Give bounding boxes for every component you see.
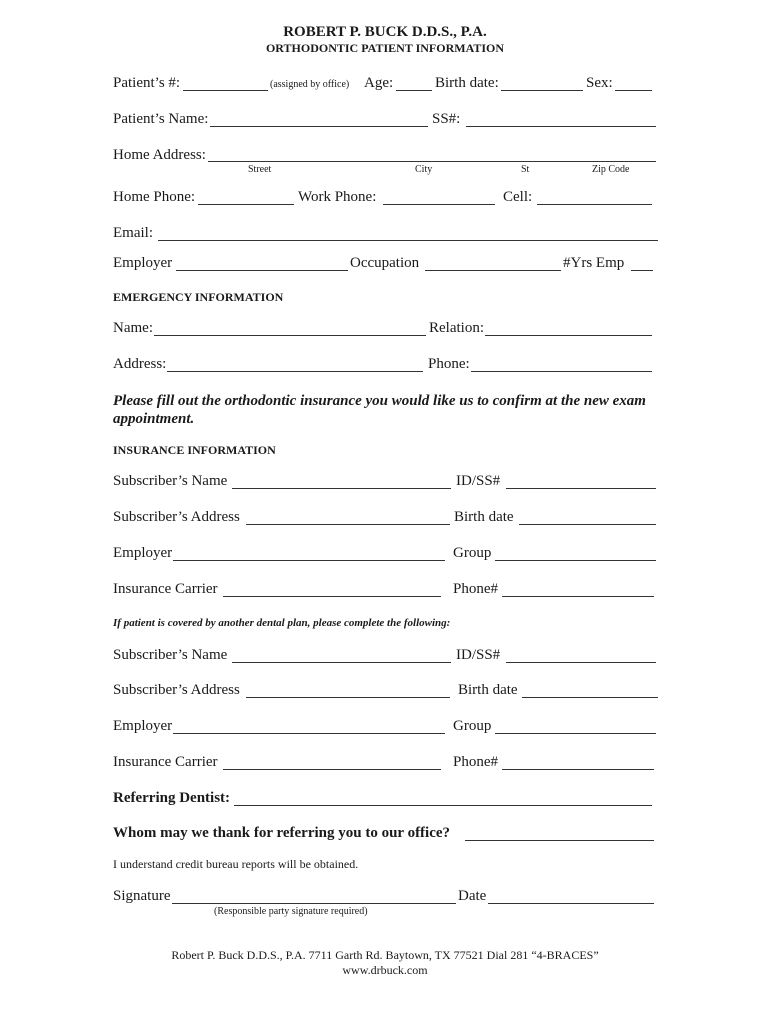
credit-statement: I understand credit bureau reports will be obtained. xyxy=(113,857,359,871)
signature-date-field[interactable] xyxy=(488,903,654,904)
emergency-heading: EMERGENCY INFORMATION xyxy=(113,290,284,304)
age-label: Age: xyxy=(364,75,394,91)
home-phone-field[interactable] xyxy=(198,204,294,205)
ssn-label: SS#: xyxy=(432,111,461,127)
secondary-birth-date-field[interactable] xyxy=(522,697,658,698)
home-address-label: Home Address: xyxy=(113,147,206,163)
insurance-note-line-1: Please fill out the orthodontic insurance you would like us to confirm at the new exam xyxy=(113,393,646,409)
insurance-heading: INSURANCE INFORMATION xyxy=(113,443,276,457)
secondary-subscriber-name-label: Subscriber’s Name xyxy=(113,647,228,663)
employer-label: Employer xyxy=(113,255,173,271)
secondary-subscriber-address-label: Subscriber’s Address xyxy=(113,682,240,698)
yrs-emp-field[interactable] xyxy=(631,270,653,271)
sex-label: Sex: xyxy=(586,75,613,91)
secondary-birth-date-label: Birth date xyxy=(458,682,518,698)
secondary-employer-field[interactable] xyxy=(173,733,445,734)
birth-date-field[interactable] xyxy=(501,90,583,91)
referral-thanks-label: Whom may we thank for referring you to our office? xyxy=(113,825,451,841)
secondary-subscriber-address-field[interactable] xyxy=(246,697,450,698)
home-phone-label: Home Phone: xyxy=(113,189,196,205)
emergency-phone-label: Phone: xyxy=(428,356,470,372)
footer-address: Robert P. Buck D.D.S., P.A. 7711 Garth Rd. Baytown, TX 77521 Dial 281 “4-BRACES” xyxy=(171,948,599,962)
insurance-carrier-field[interactable] xyxy=(223,596,441,597)
age-field[interactable] xyxy=(396,90,432,91)
insurance-employer-field[interactable] xyxy=(173,560,445,561)
patient-number-field[interactable] xyxy=(183,90,268,91)
secondary-carrier-field[interactable] xyxy=(223,769,441,770)
cell-label: Cell: xyxy=(503,189,533,205)
emergency-address-field[interactable] xyxy=(167,371,423,372)
birth-date-label: Birth date: xyxy=(435,75,499,91)
emergency-name-label: Name: xyxy=(113,320,153,336)
zip-code-caption: Zip Code xyxy=(592,164,630,175)
secondary-phone-field[interactable] xyxy=(502,769,654,770)
id-ssn-field[interactable] xyxy=(506,488,656,489)
signature-label: Signature xyxy=(113,888,171,904)
insurance-carrier-label: Insurance Carrier xyxy=(113,581,218,597)
ssn-field[interactable] xyxy=(466,126,656,127)
form-title: ORTHODONTIC PATIENT INFORMATION xyxy=(265,41,505,55)
patient-name-field[interactable] xyxy=(210,126,428,127)
emergency-address-label: Address: xyxy=(113,356,167,372)
secondary-carrier-label: Insurance Carrier xyxy=(113,754,218,770)
insurance-note-line-2: appointment. xyxy=(113,411,195,427)
occupation-label: Occupation xyxy=(350,255,420,271)
secondary-subscriber-name-field[interactable] xyxy=(232,662,451,663)
referring-dentist-field[interactable] xyxy=(234,805,652,806)
insurance-employer-label: Employer xyxy=(113,545,173,561)
subscriber-birth-date-label: Birth date xyxy=(454,509,514,525)
insurance-phone-label: Phone# xyxy=(453,581,498,597)
cell-field[interactable] xyxy=(537,204,652,205)
secondary-phone-label: Phone# xyxy=(453,754,498,770)
id-ssn-label: ID/SS# xyxy=(456,473,501,489)
signature-date-label: Date xyxy=(458,888,487,904)
secondary-plan-note: If patient is covered by another dental plan, please complete the following: xyxy=(113,617,451,629)
signature-field[interactable] xyxy=(172,903,456,904)
secondary-group-label: Group xyxy=(453,718,492,734)
subscriber-address-label: Subscriber’s Address xyxy=(113,509,240,525)
occupation-field[interactable] xyxy=(425,270,561,271)
relation-field[interactable] xyxy=(485,335,652,336)
footer-website[interactable]: www.drbuck.com xyxy=(342,963,428,977)
group-label: Group xyxy=(453,545,492,561)
emergency-name-field[interactable] xyxy=(154,335,426,336)
state-caption: St xyxy=(521,164,530,175)
secondary-id-ssn-label: ID/SS# xyxy=(456,647,501,663)
work-phone-field[interactable] xyxy=(383,204,495,205)
signature-note: (Responsible party signature required) xyxy=(214,906,368,917)
insurance-phone-field[interactable] xyxy=(502,596,654,597)
subscriber-birth-date-field[interactable] xyxy=(519,524,656,525)
patient-number-label: Patient’s #: xyxy=(113,75,181,91)
work-phone-label: Work Phone: xyxy=(298,189,377,205)
subscriber-name-field[interactable] xyxy=(232,488,451,489)
practice-name: ROBERT P. BUCK D.D.S., P.A. xyxy=(283,24,487,40)
email-field[interactable] xyxy=(158,240,658,241)
assigned-by-office-note: (assigned by office) xyxy=(270,79,350,90)
employer-field[interactable] xyxy=(176,270,348,271)
secondary-group-field[interactable] xyxy=(495,733,656,734)
group-field[interactable] xyxy=(495,560,656,561)
patient-name-label: Patient’s Name: xyxy=(113,111,209,127)
sex-field[interactable] xyxy=(615,90,652,91)
email-label: Email: xyxy=(113,225,153,241)
street-caption: Street xyxy=(248,164,272,175)
home-address-field[interactable] xyxy=(208,161,656,162)
yrs-emp-label: #Yrs Emp xyxy=(563,255,625,271)
secondary-employer-label: Employer xyxy=(113,718,173,734)
relation-label: Relation: xyxy=(429,320,484,336)
subscriber-name-label: Subscriber’s Name xyxy=(113,473,228,489)
secondary-id-ssn-field[interactable] xyxy=(506,662,656,663)
subscriber-address-field[interactable] xyxy=(246,524,450,525)
city-caption: City xyxy=(415,164,433,175)
referring-dentist-label: Referring Dentist: xyxy=(113,790,231,806)
emergency-phone-field[interactable] xyxy=(471,371,652,372)
referral-thanks-field[interactable] xyxy=(465,840,654,841)
